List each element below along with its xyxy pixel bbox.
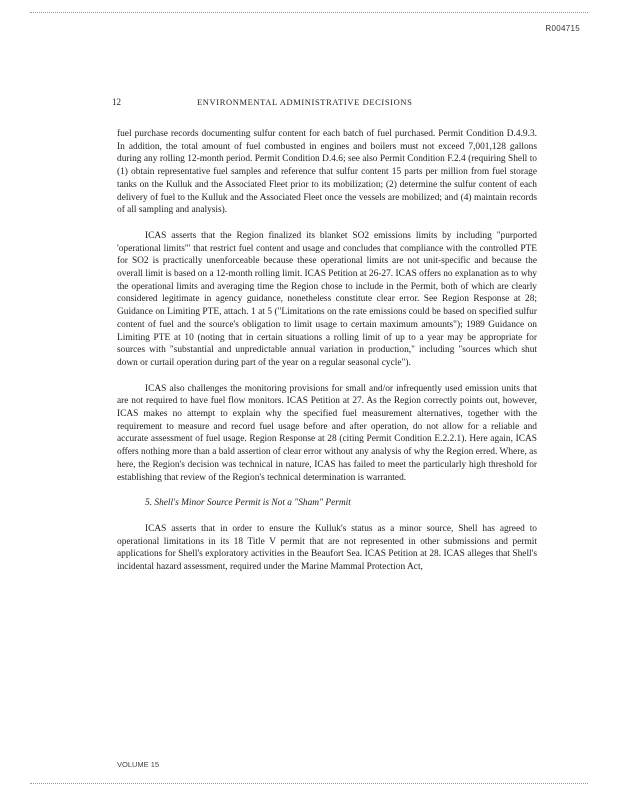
footer-volume: VOLUME 15 <box>117 760 160 769</box>
running-head-title: ENVIRONMENTAL ADMINISTRATIVE DECISIONS <box>197 97 413 107</box>
document-body <box>117 128 537 574</box>
bates-number: R004715 <box>545 24 580 33</box>
paragraph-minor-source: ICAS asserts that in order to ensure the Kulluk's status as a minor source, Shell has agreed to operational limitations in its 18 Title V permit that are not represented in other submissions and permit applications for Shell's exploratory activities in the Beaufort Sea. ICAS Petition at 28. ICAS alleges that Shell's incidental hazard assessment, required under the Marine Mammal Protection Act, <box>117 523 537 573</box>
paragraph-monitoring: ICAS also challenges the monitoring provisions for small and/or infrequently used emission units that are not required to have fuel flow monitors. ICAS Petition at 27. As the Region correctly points out, however, ICAS makes no attempt to explain why the specified fuel measurement alternatives, together with the requirement to measure and record fuel usage before and after operation, do not allow for a reliable and accurate assessment of fuel usage. Region Response at 28 (citing Permit Condition E.2.2.1). Here again, ICAS offers nothing more than a bald assertion of clear error without any analysis of why the Region erred. Where, as here, the Region's decision was technical in nature, ICAS has failed to meet the particularly high threshold for establishing that review of the Region's technical determination is warranted. <box>117 383 537 483</box>
running-head <box>112 97 537 111</box>
section-heading: 5. Shell's Minor Source Permit is Not a "Sham" Permit <box>145 498 351 509</box>
page-number: 12 <box>112 97 121 107</box>
scan-border-top <box>30 12 588 15</box>
scan-border-bottom <box>30 783 588 786</box>
paragraph-so2-limits: ICAS asserts that the Region finalized its blanket SO2 emissions limits by including "purported 'operational limits'" that restrict fuel content and usage and concludes that compliance with the controlled PTE for SO2 is practically unenforceable because these operational limits are not unit-specific and because the overall limit is based on a 12-month rolling limit. ICAS Petition at 26-27. ICAS offers no explanation as to why the operational limits and averaging time the Region chose to include in the Permit, both of which are clearly considered legitimate in agency guidance, nonetheless constitute clear error. See Region Response at 28; Guidance on Limiting PTE, attach. 1 at 5 ("Limitations on the rate emissions could be based on specified sulfur content of fuel and the source's obligation to limit usage to certain maximum amounts"); 1989 Guidance on Limiting PTE at 10 (noting that in certain situations a rolling limit of up to a year may be appropriate for sources with "substantial and unpredictable annual variation in production," including "sources which shut down or curtail operation during part of the year on a regular seasonal cycle"). <box>117 230 537 368</box>
paragraph-continuation: fuel purchase records documenting sulfur content for each batch of fuel purchased. Permit Condition D.4.9.3. In addition, the total amount of fuel combusted in engines and boilers must not exceed 7,001,128 gallons during any rolling 12-month period. Permit Condition D.4.6; see also Permit Condition F.2.4 (requiring Shell to (1) obtain representative fuel samples and reference that sulfur content 15 parts per million from fuel storage tanks on the Kulluk and the Associated Fleet prior to its mobilization; (2) determine the sulfur content of each delivery of fuel to the Kulluk and the Associated Fleet once the vessels are mobilized; and (4) maintain records of all sampling and analysis). <box>117 129 537 216</box>
